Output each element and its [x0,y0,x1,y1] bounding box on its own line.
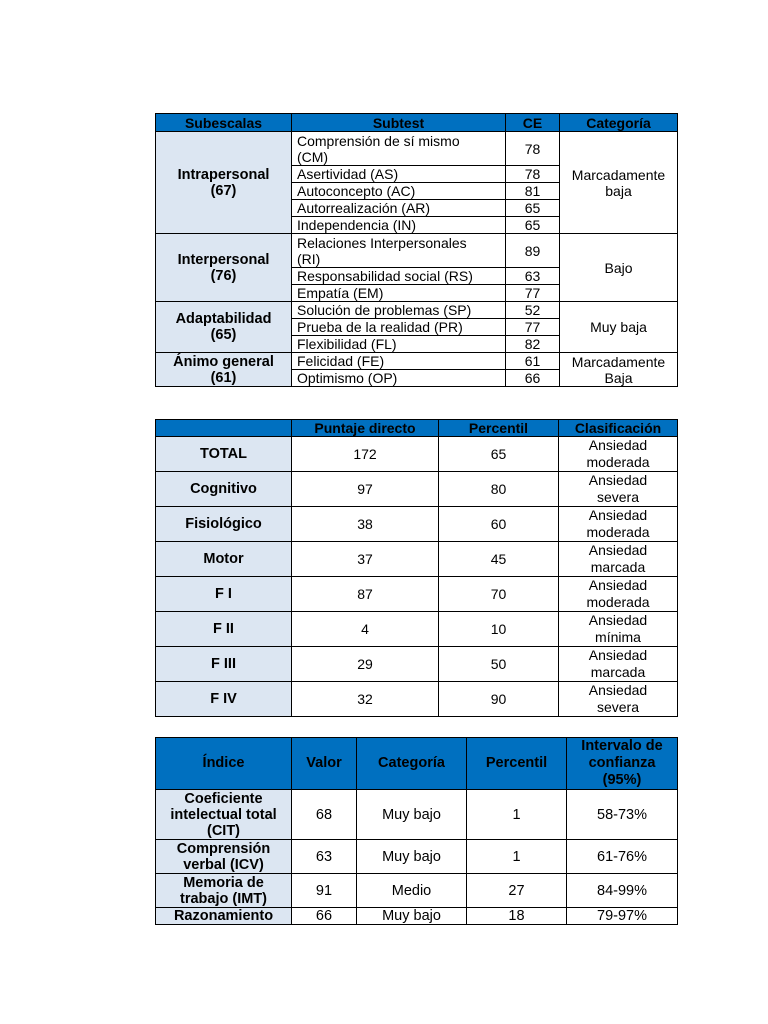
category-value: Marcadamente Baja [560,353,678,387]
percentile-value: 80 [439,472,559,507]
ce-value: 66 [506,370,560,387]
column-header: Clasificación [559,420,678,437]
table-row [156,507,678,542]
confidence-interval: 84-99% [567,874,678,908]
column-header: Categoría [560,114,678,132]
classification-value: Ansiedad marcada [559,647,678,682]
index-category: Medio [357,874,467,908]
classification-value: Ansiedad mínima [559,612,678,647]
direct-score: 97 [292,472,439,507]
direct-score: 87 [292,577,439,612]
classification-value: Ansiedad moderada [559,577,678,612]
index-value: 66 [292,908,357,925]
subtest-name: Empatía (EM) [292,285,506,302]
table-row [156,353,678,370]
subscale-name: Adaptabilidad (65) [156,302,292,353]
anxiety-table [155,419,678,717]
table-header-row [156,114,678,132]
direct-score: 172 [292,437,439,472]
row-label: F III [156,647,292,682]
intelligence-index-table [155,737,678,925]
table-row [156,132,678,166]
subtest-name: Responsabilidad social (RS) [292,268,506,285]
row-label: Cognitivo [156,472,292,507]
subscale-name: Interpersonal (76) [156,234,292,302]
index-value: 63 [292,840,357,874]
column-header: Categoría [357,738,467,790]
ce-value: 65 [506,200,560,217]
row-label: TOTAL [156,437,292,472]
index-category: Muy bajo [357,908,467,925]
ce-value: 63 [506,268,560,285]
table-row [156,472,678,507]
table-row [156,542,678,577]
column-header: Valor [292,738,357,790]
subtest-name: Solución de problemas (SP) [292,302,506,319]
index-name: Razonamiento [156,908,292,925]
row-label: Fisiológico [156,507,292,542]
subtest-name: Autorrealización (AR) [292,200,506,217]
column-header: Percentil [439,420,559,437]
confidence-interval: 58-73% [567,790,678,840]
index-name: Comprensión verbal (ICV) [156,840,292,874]
direct-score: 38 [292,507,439,542]
classification-value: Ansiedad moderada [559,437,678,472]
index-percentile: 1 [467,840,567,874]
row-label: Motor [156,542,292,577]
classification-value: Ansiedad moderada [559,507,678,542]
column-header: Intervalo de confianza (95%) [567,738,678,790]
table-row [156,682,678,717]
percentile-value: 10 [439,612,559,647]
index-value: 68 [292,790,357,840]
table-header-row [156,420,678,437]
table-row [156,437,678,472]
table-header-row [156,738,678,790]
column-header: Subtest [292,114,506,132]
column-header: Subescalas [156,114,292,132]
column-header: CE [506,114,560,132]
percentile-value: 50 [439,647,559,682]
direct-score: 4 [292,612,439,647]
subtest-name: Felicidad (FE) [292,353,506,370]
subtest-name: Comprensión de sí mismo (CM) [292,132,506,166]
index-percentile: 27 [467,874,567,908]
subtest-name: Autoconcepto (AC) [292,183,506,200]
table-row [156,840,678,874]
classification-value: Ansiedad severa [559,682,678,717]
ce-value: 77 [506,319,560,336]
category-value: Muy baja [560,302,678,353]
ce-value: 77 [506,285,560,302]
ce-value: 52 [506,302,560,319]
ce-value: 61 [506,353,560,370]
table-row [156,612,678,647]
subtest-name: Flexibilidad (FL) [292,336,506,353]
row-label: F II [156,612,292,647]
index-percentile: 18 [467,908,567,925]
column-header: Puntaje directo [292,420,439,437]
subtest-name: Independencia (IN) [292,217,506,234]
percentile-value: 60 [439,507,559,542]
table-row [156,790,678,840]
direct-score: 32 [292,682,439,717]
percentile-value: 90 [439,682,559,717]
ce-value: 78 [506,132,560,166]
index-name: Memoria de trabajo (IMT) [156,874,292,908]
ce-value: 65 [506,217,560,234]
subscales-table [155,113,678,387]
subtest-name: Asertividad (AS) [292,166,506,183]
classification-value: Ansiedad marcada [559,542,678,577]
subscale-name: Intrapersonal (67) [156,132,292,234]
percentile-value: 65 [439,437,559,472]
row-label: F I [156,577,292,612]
ce-value: 78 [506,166,560,183]
table-row [156,874,678,908]
category-value: Marcadamente baja [560,132,678,234]
table-row [156,908,678,925]
percentile-value: 70 [439,577,559,612]
subscale-name: Ánimo general (61) [156,353,292,387]
table-row [156,234,678,268]
direct-score: 37 [292,542,439,577]
index-category: Muy bajo [357,790,467,840]
column-header: Percentil [467,738,567,790]
table-row [156,577,678,612]
classification-value: Ansiedad severa [559,472,678,507]
table-row [156,647,678,682]
subtest-name: Optimismo (OP) [292,370,506,387]
percentile-value: 45 [439,542,559,577]
ce-value: 89 [506,234,560,268]
column-header: Índice [156,738,292,790]
index-name: Coeficiente intelectual total (CIT) [156,790,292,840]
ce-value: 81 [506,183,560,200]
confidence-interval: 61-76% [567,840,678,874]
index-value: 91 [292,874,357,908]
index-percentile: 1 [467,790,567,840]
subtest-name: Relaciones Interpersonales (RI) [292,234,506,268]
direct-score: 29 [292,647,439,682]
category-value: Bajo [560,234,678,302]
table-row [156,302,678,319]
confidence-interval: 79-97% [567,908,678,925]
index-category: Muy bajo [357,840,467,874]
subtest-name: Prueba de la realidad (PR) [292,319,506,336]
ce-value: 82 [506,336,560,353]
row-label: F IV [156,682,292,717]
column-header [156,420,292,437]
